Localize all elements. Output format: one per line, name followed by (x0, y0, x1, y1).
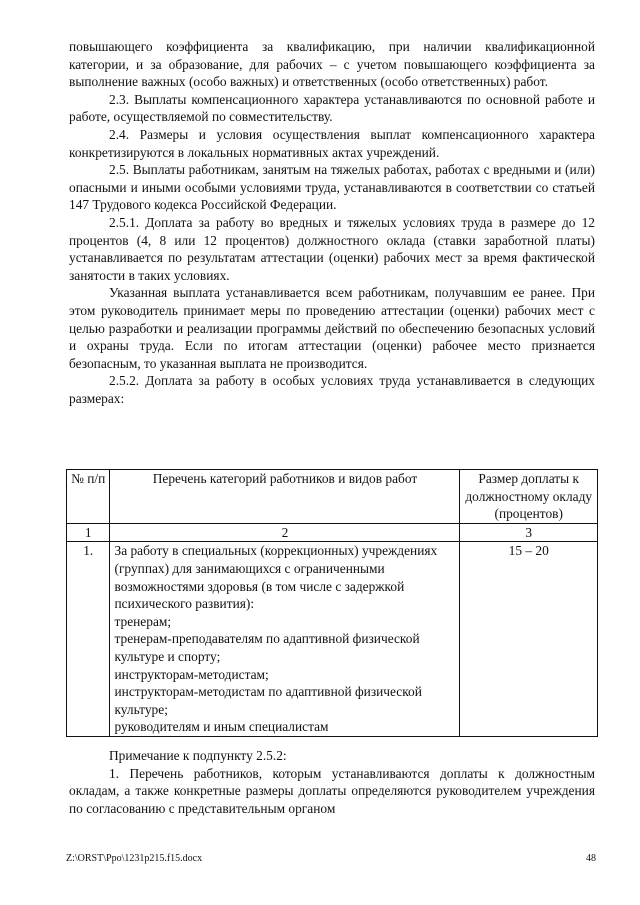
paragraph: повышающего коэффициента за квалификацию, при наличии квалификационной категории, и за образование, для рабочих – с учетом повышающего коэффициента за выполнение важных (особо важных) и ответственных (особо ответственных) работ. (69, 39, 595, 90)
note-heading: Примечание к подпункту 2.5.2: (109, 748, 287, 763)
row-categories (110, 542, 460, 737)
note-block (69, 747, 595, 817)
column-number-row (67, 523, 598, 542)
list-item: инструкторам-методистам; (114, 666, 269, 682)
paragraph: 2.5.1. Доплата за работу во вредных и тяжелых условиях труда в размере до 12 процентов (4, 8 или 12 процентов) должностного оклада (ставки заработной платы) устанавливается по результатам аттестации (оценки) рабочих мест за время фактической занятости в таких условиях. (69, 214, 595, 283)
paragraph: 2.5.2. Доплата за работу в особых условиях труда устанавливается в следующих размерах: (69, 373, 595, 406)
table-row (67, 542, 598, 737)
list-item: инструкторам-методистам по адаптивной физической культуре; (114, 684, 422, 717)
row-num: 1. (67, 542, 110, 737)
list-item: тренерам; (114, 613, 172, 629)
note-text: 1. Перечень работников, которым устанавливаются доплаты к должностным окладам, а также конкретные размеры доплаты определяются руководителем учреждения по согласованию с представительным органом (69, 765, 595, 816)
header-size: Размер доплаты к должностному окладу (процентов) (460, 470, 598, 524)
paragraph: 2.4. Размеры и условия осуществления выплат компенсационного характера конкретизируются в локальных нормативных актах учреждений. (69, 126, 595, 160)
colnum-3: 3 (460, 523, 598, 542)
header-num: № п/п (67, 470, 110, 524)
row-size: 15 – 20 (460, 542, 598, 737)
page-number: 48 (586, 853, 596, 864)
paragraph: 2.5. Выплаты работникам, занятым на тяжелых работах, работах с вредными и (или) опасными и иными особыми условиями труда, устанавливаются в соответствии со статьей 147 Трудового кодекса Российской Федерации. (69, 162, 595, 213)
paragraph: 2.3. Выплаты компенсационного характера устанавливаются по основной работе и работе, осуществляемой по совместительству. (69, 91, 595, 125)
file-path: Z:\ORST\Ppo\1231p215.f15.docx (66, 853, 203, 864)
colnum-2: 2 (110, 523, 460, 542)
paragraph: Указанная выплата устанавливается всем работникам, получавшим ее ранее. При этом руководитель принимает меры по проведению аттестации (оценки) рабочих мест с целью разработки и реализации программы действий по обеспечению безопасных условий и охраны труда. Если по итогам аттестации (оценки) рабочее место признается безопасным, то указанная выплата не производится. (69, 285, 595, 371)
colnum-1: 1 (67, 523, 110, 542)
table-header-row (67, 470, 598, 524)
list-item: тренерам-преподавателям по адаптивной физической культуре и спорту; (114, 631, 420, 664)
body-text (69, 38, 595, 407)
header-list: Перечень категорий работников и видов работ (110, 470, 460, 524)
list-item: руководителям и иным специалистам (114, 719, 329, 735)
list-item: За работу в специальных (коррекционных) учреждениях (группах) для занимающихся с ограниченными возможностями здоровья (в том числе с задержкой психического развития): (114, 543, 438, 612)
surcharge-table (66, 469, 598, 737)
